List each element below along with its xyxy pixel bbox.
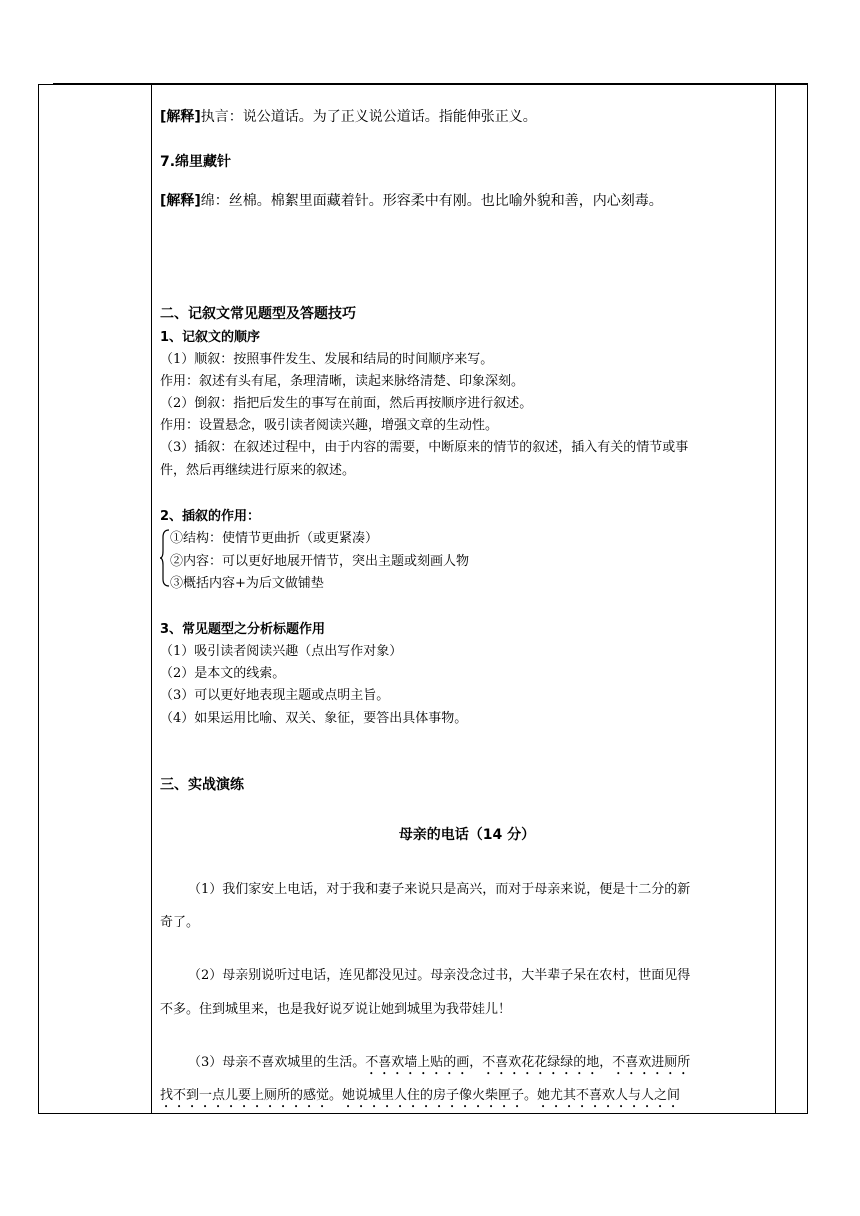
section-heading: 三、实战演练 (160, 777, 244, 793)
text-line: （3）可以更好地表现主题或点明主旨。 (160, 688, 390, 703)
text-line: （2）倒叙：指把后发生的事写在前面，然后再按顺序进行叙述。 (160, 396, 533, 411)
article-paragraph-line: （2）母亲别说听过电话，连见都没见过。母亲没念过书，大半辈子呆在农村，世面见得 (188, 968, 691, 983)
article-title: 母亲的电话（14 分） (398, 827, 536, 843)
text-line: （3）插叙：在叙述过程中，由于内容的需要，中断原来的情节的叙述，插入有关的情节或事 (160, 440, 689, 455)
section-heading: 二、记叙文常见题型及答题技巧 (160, 306, 356, 322)
explanation-text: 绵：丝棉。棉絮里面藏着针。形容柔中有刚。也比喻外貌和善，内心刻毒。 (200, 193, 663, 209)
explanation-tag: [解释] (160, 193, 201, 209)
text-line: 件，然后再继续进行原来的叙述。 (160, 463, 356, 478)
subsection-heading: 1、记叙文的顺序 (160, 330, 261, 345)
text-line: （2）是本文的线索。 (160, 666, 286, 681)
text-line: ②内容：可以更好地展开情节，突出主题或刻画人物 (170, 554, 470, 569)
article-paragraph-line (188, 1051, 690, 1078)
text-line: （1）顺叙：按照事件发生、发展和结局的时间顺序来写。 (160, 352, 494, 367)
article-paragraph-line: 找不到一点儿要上厕所的感觉。她说城里人住的房子像火柴匣子。她尤其不喜欢人与人之间 (160, 1088, 681, 1103)
column-divider-right (775, 85, 776, 1113)
article-paragraph-line: 不多。住到城里来，也是我好说歹说让她到城里为我带娃儿！ (160, 1002, 512, 1017)
article-paragraph-line: （1）我们家安上电话，对于我和妻子来说只是高兴，而对于母亲来说，便是十二分的新 (188, 882, 691, 897)
explanation-tag: [解释] (160, 109, 201, 125)
idiom-heading: 7.绵里藏针 (160, 154, 232, 170)
explanation-text: 执言：说公道话。为了正义说公道话。指能伸张正义。 (200, 109, 537, 125)
text-line: 作用：叙述有头有尾，条理清晰，读起来脉络清楚、印象深刻。 (160, 374, 525, 389)
text-line: （4）如果运用比喻、双关、象征，要答出具体事物。 (160, 711, 468, 726)
main-cell (160, 84, 774, 1114)
subsection-heading: 2、插叙的作用： (160, 509, 261, 524)
subsection-heading: 3、常见题型之分析标题作用 (160, 622, 326, 637)
text-line: ①结构：使情节更曲折（或更紧凑） (170, 531, 379, 546)
explanation-paragraph-2 (160, 190, 663, 210)
article-paragraph-line: 奇了。 (160, 915, 200, 930)
left-brace-icon (160, 529, 170, 587)
explanation-paragraph-1 (160, 106, 537, 126)
emphasized-text: 不喜欢墙上贴的画，不喜欢花花绿绿的地，不喜欢进厕所 (365, 1055, 691, 1070)
column-divider-left (151, 85, 152, 1113)
plain-text: （3）母亲不喜欢城里的生活。 (188, 1055, 366, 1070)
text-line: （1）吸引读者阅读兴趣（点出写作对象） (160, 644, 403, 659)
text-line: ③概括内容+为后文做铺垫 (170, 576, 324, 591)
text-line: 作用：设置悬念，吸引读者阅读兴趣，增强文章的生动性。 (160, 418, 499, 433)
